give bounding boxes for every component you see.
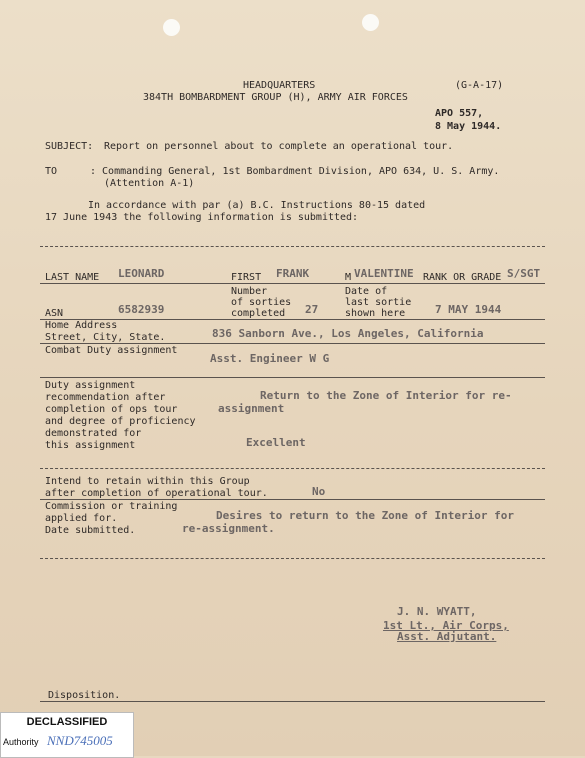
last-name-value: LEONARD [118,267,165,280]
recommendation-label: recommendation after [45,392,166,403]
punch-hole [163,19,180,36]
last-sortie-label: shown here [345,308,406,319]
sorties-label: Number [231,286,268,297]
retention-label: after completion of operational tour. [45,488,268,499]
subject-text: Report on personnel about to complete an operational tour. [104,141,454,152]
group-heading: 384TH BOMBARDMENT GROUP (H), ARMY AIR FORCES [143,92,408,103]
recommendation-label: Duty assignment [45,380,136,391]
document-date: 8 May 1944. [435,121,502,132]
declassified-stamp [0,712,134,758]
middle-name-label: M [345,272,352,283]
rank-value: S/SGT [507,267,541,280]
signature-title: Asst. Adjutant. [397,630,497,643]
recommendation-value: Return to the Zone of Interior for re- [260,389,512,402]
intro-line-1: In accordance with par (a) B.C. Instructions 80-15 dated [88,200,426,211]
rank-label: RANK OR GRADE [423,272,502,283]
recommendation-label: this assignment [45,440,136,451]
last-sortie-value: 7 MAY 1944 [435,303,502,316]
recommendation-label: completion of ops tour [45,404,178,415]
sorties-value: 27 [305,303,319,316]
apo-number: APO 557, [435,108,484,119]
commission-label: applied for. [45,513,118,524]
sorties-label: of sorties [231,297,292,308]
recommendation-label: demonstrated for [45,428,142,439]
row-line [40,283,545,284]
divider [40,246,545,247]
desire-value: Desires to return to the Zone of Interior for [216,509,515,522]
punch-hole [362,14,379,31]
sorties-label: completed [231,308,286,319]
to-label: TO [45,166,58,177]
last-sortie-label: Date of [345,286,388,297]
signature-rank: 1st Lt., Air Corps, [383,619,509,632]
recommendation-label: and degree of proficiency [45,416,196,427]
first-name-label: FIRST [231,272,262,283]
row-line [40,343,545,344]
signature-name: J. N. WYATT, [397,605,477,618]
row-line [40,701,545,702]
commission-label: Date submitted. [45,525,136,536]
divider [40,468,545,469]
to-line-1: : Commanding General, 1st Bombardment Division, APO 634, U. S. Army. [90,166,500,177]
row-line [40,499,545,500]
declassified-title: DECLASSIFIED [26,716,108,728]
first-name-value: FRANK [276,267,310,280]
home-address-value: 836 Sanborn Ave., Los Angeles, California [212,327,484,340]
middle-name-value: VALENTINE [354,267,414,280]
intro-line-2: 17 June 1943 the following information is submitted: [45,212,359,223]
asn-label: ASN [45,308,64,319]
authority-label: Authority [3,737,39,747]
recommendation-value: assignment [218,402,285,415]
desire-value: re-assignment. [182,522,275,535]
headquarters-heading: HEADQUARTERS [243,80,316,91]
disposition-label: Disposition. [48,690,121,701]
subject-label: SUBJECT: [45,141,94,152]
divider [40,558,545,559]
reference-code: (G-A-17) [455,80,504,91]
authority-value: NND745005 [47,733,113,748]
combat-duty-label: Combat Duty assignment [45,345,178,356]
combat-duty-value: Asst. Engineer W G [210,352,330,365]
last-name-label: LAST NAME [45,272,100,283]
proficiency-value: Excellent [246,436,306,449]
home-address-label: Street, City, State. [45,332,166,343]
last-sortie-label: last sortie [345,297,412,308]
row-line [40,377,545,378]
retention-value: No [312,485,326,498]
to-line-2: (Attention A-1) [104,178,195,189]
home-address-label: Home Address [45,320,118,331]
commission-label: Commission or training [45,501,178,512]
asn-value: 6582939 [118,303,165,316]
retention-label: Intend to retain within this Group [45,476,250,487]
